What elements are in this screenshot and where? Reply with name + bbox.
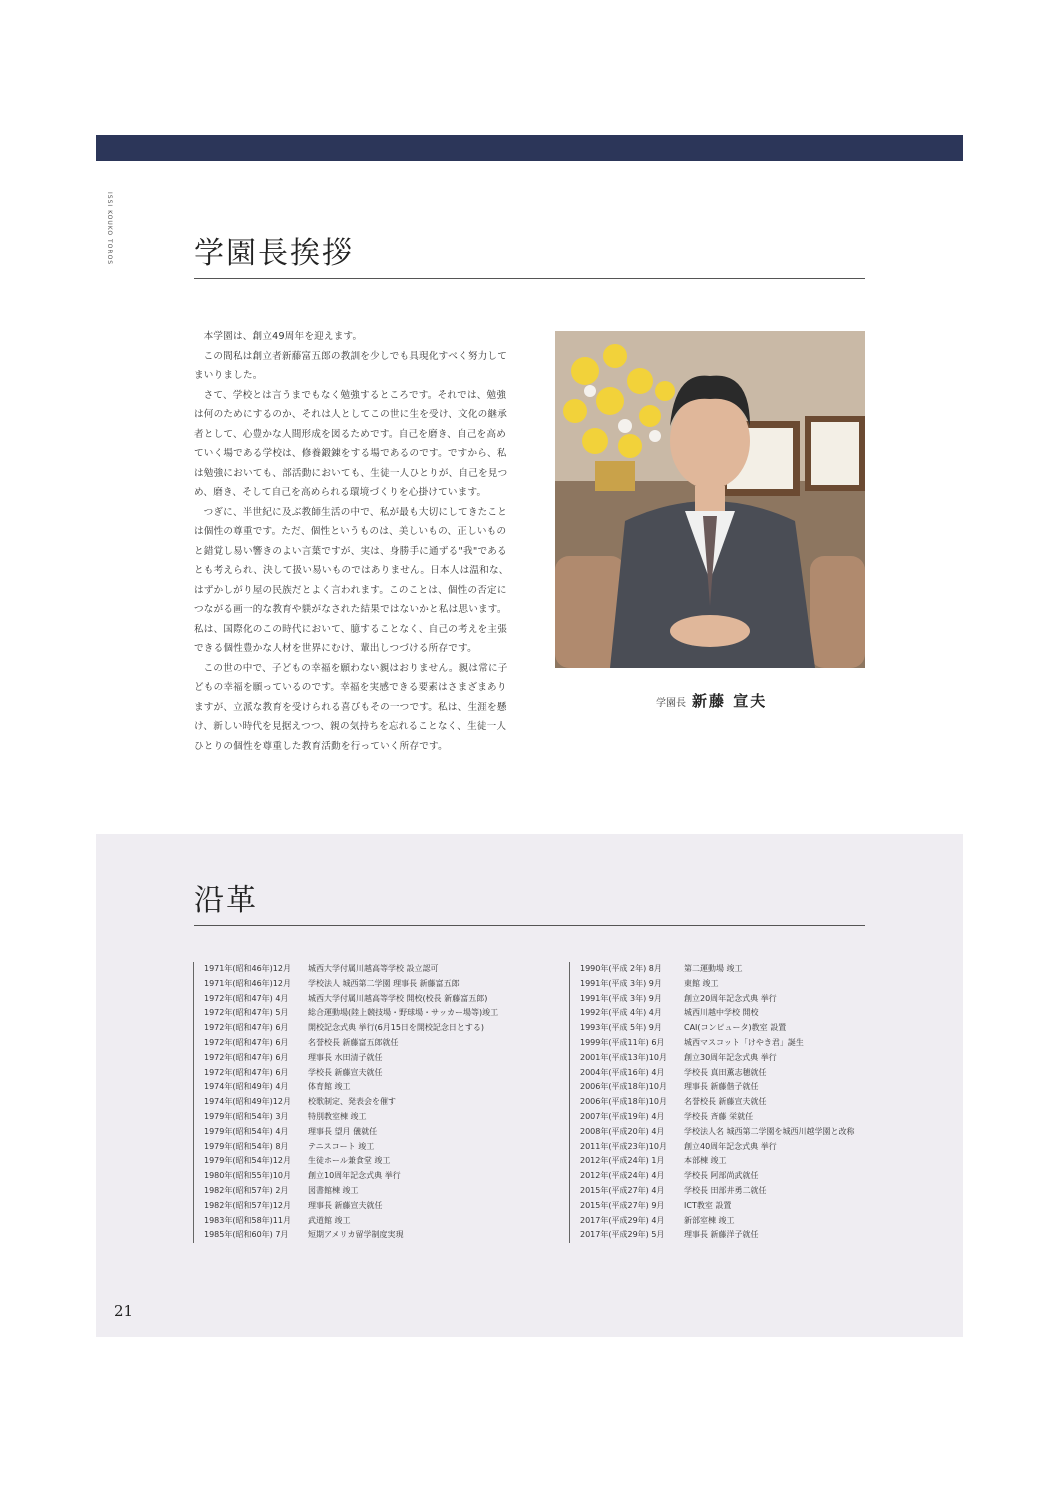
page-number: 21 xyxy=(114,1302,134,1320)
history-event: 学校長 新藤宣夫就任 xyxy=(308,1067,383,1077)
history-row xyxy=(204,1140,498,1155)
greeting-title-rule xyxy=(194,278,865,279)
history-row xyxy=(204,1036,498,1051)
principal-photo xyxy=(555,331,865,668)
history-date: 1971年(昭和46年)12月 xyxy=(204,964,291,973)
history-row xyxy=(580,1140,855,1155)
history-event: CAI(コンピュータ)教室 設置 xyxy=(684,1023,787,1033)
history-date: 2012年(平成24年) 1月 xyxy=(580,1156,665,1166)
history-event: 創立30周年記念式典 挙行 xyxy=(684,1052,777,1062)
history-event: 新部室棟 竣工 xyxy=(684,1215,735,1225)
history-event: 理事長 新藤宣夫就任 xyxy=(308,1200,383,1210)
caption-name: 新藤 宣夫 xyxy=(692,692,768,710)
history-date: 2015年(平成27年) 9月 xyxy=(580,1200,665,1210)
history-event: 東館 竣工 xyxy=(684,978,719,988)
history-row xyxy=(580,1125,855,1140)
history-date: 1990年(平成 2年) 8月 xyxy=(580,964,662,973)
greeting-paragraph: この世の中で、子どもの幸福を願わない親はおりません。親は常に子どもの幸福を願っているのです。幸福を実感できる要素はさまざまありますが、立派な教育を受けられる喜びもその一つです。私は、生涯を懸け、新しい時代を見据えつつ、親の気持ちを忘れることなく、生徒一人ひとりの個性を尊重した教育活動を行っていく所存です。 xyxy=(194,662,508,752)
history-date: 2017年(平成29年) 4月 xyxy=(580,1215,665,1225)
history-date: 1992年(平成 4年) 4月 xyxy=(580,1008,662,1018)
history-row xyxy=(204,1184,498,1199)
history-event: 創立10周年記念式典 挙行 xyxy=(308,1171,401,1181)
history-event: 創立20周年記念式典 挙行 xyxy=(684,993,777,1003)
history-date: 2008年(平成20年) 4月 xyxy=(580,1126,665,1136)
history-date: 1972年(昭和47年) 6月 xyxy=(204,1067,289,1077)
history-date: 2011年(平成23年)10月 xyxy=(580,1141,667,1151)
history-event: 武道館 竣工 xyxy=(308,1215,351,1225)
history-event: 理事長 望月 儀就任 xyxy=(308,1126,378,1136)
history-row xyxy=(204,1051,498,1066)
history-event: 学校長 阿部尚武就任 xyxy=(684,1171,759,1181)
history-row xyxy=(580,1154,855,1169)
history-row xyxy=(204,1021,498,1036)
history-title: 沿革 xyxy=(194,883,258,918)
greeting-body xyxy=(194,327,514,756)
history-event: 理事長 新藤洋子就任 xyxy=(684,1230,759,1240)
history-event: 名誉校長 新藤宣夫就任 xyxy=(684,1097,767,1107)
history-row xyxy=(204,977,498,992)
history-event: 第二運動場 竣工 xyxy=(684,964,743,973)
history-date: 1974年(昭和49年)12月 xyxy=(204,1097,291,1107)
history-date: 1979年(昭和54年) 3月 xyxy=(204,1111,289,1121)
history-date: 1979年(昭和54年) 4月 xyxy=(204,1126,289,1136)
history-row xyxy=(204,1214,498,1229)
history-event: 学校法人 城西第二学園 理事長 新藤富五郎 xyxy=(308,978,460,988)
history-event: 学校長 田部井勇二就任 xyxy=(684,1185,767,1195)
history-row xyxy=(580,992,855,1007)
history-row xyxy=(204,992,498,1007)
history-event: 名誉校長 新藤富五郎就任 xyxy=(308,1037,399,1047)
history-title-rule xyxy=(194,925,865,926)
greeting-paragraph: 本学園は、創立49周年を迎えます。 xyxy=(203,331,363,342)
history-date: 1972年(昭和47年) 5月 xyxy=(204,1008,289,1018)
history-date: 1972年(昭和47年) 6月 xyxy=(204,1023,289,1033)
history-row xyxy=(204,1066,498,1081)
history-date: 2006年(平成18年)10月 xyxy=(580,1082,667,1092)
history-row xyxy=(580,1051,855,1066)
history-date: 1993年(平成 5年) 9月 xyxy=(580,1023,662,1033)
history-event: テニスコート 竣工 xyxy=(308,1141,375,1151)
history-date: 2017年(平成29年) 5月 xyxy=(580,1230,665,1240)
history-event: 創立40周年記念式典 挙行 xyxy=(684,1141,777,1151)
history-event: 城西マスコット「けやき君」誕生 xyxy=(684,1037,804,1047)
history-event: 総合運動場(陸上競技場・野球場・サッカー場等)竣工 xyxy=(308,1008,499,1018)
history-row xyxy=(580,1169,855,1184)
principal-photo-illustration xyxy=(555,331,865,668)
history-row xyxy=(204,1110,498,1125)
history-date: 2006年(平成18年)10月 xyxy=(580,1097,667,1107)
history-date: 1974年(昭和49年) 4月 xyxy=(204,1082,289,1092)
greeting-paragraph: さて、学校とは言うまでもなく勉強するところです。それでは、勉強は何のためにするのか、それは人としてこの世に生を受け、文化の継承者として、心豊かな人間形成を図るためです。自己を磨き、自己を高めていく場である学校は、修養鍛錬をする場であるのです。ですから、私は勉強においても、部活動においても、生徒一人ひとりが、自己を見つめ、磨き、そして自己を高められる環境づくりを心掛けています。 xyxy=(194,389,508,498)
history-date: 1979年(昭和54年)12月 xyxy=(204,1156,291,1166)
history-row xyxy=(580,1036,855,1051)
history-row xyxy=(580,1184,855,1199)
history-list-right xyxy=(569,962,855,1243)
history-event: 特別教室棟 竣工 xyxy=(308,1111,367,1121)
history-date: 1971年(昭和46年)12月 xyxy=(204,978,291,988)
history-row xyxy=(580,1199,855,1214)
history-date: 1972年(昭和47年) 6月 xyxy=(204,1052,289,1062)
greeting-paragraph: この間私は創立者新藤富五郎の教訓を少しでも具現化すべく努力してまいりました。 xyxy=(194,350,508,381)
history-row xyxy=(580,1228,855,1243)
history-row xyxy=(580,1066,855,1081)
history-row xyxy=(580,1080,855,1095)
history-date: 1991年(平成 3年) 9月 xyxy=(580,978,662,988)
history-row xyxy=(204,1199,498,1214)
history-date: 2001年(平成13年)10月 xyxy=(580,1052,667,1062)
history-event: 短期アメリカ留学制度実現 xyxy=(308,1230,404,1240)
header-band xyxy=(96,135,963,161)
history-event: 開校記念式典 挙行(6月15日を開校記念日とする) xyxy=(308,1023,485,1033)
history-date: 2004年(平成16年) 4月 xyxy=(580,1067,665,1077)
history-event: 体育館 竣工 xyxy=(308,1082,351,1092)
history-date: 2012年(平成24年) 4月 xyxy=(580,1171,665,1181)
history-event: 城西大学付属川越高等学校 開校(校長 新藤富五郎) xyxy=(308,993,488,1003)
history-row xyxy=(204,1125,498,1140)
history-date: 1983年(昭和58年)11月 xyxy=(204,1215,291,1225)
history-date: 2015年(平成27年) 4月 xyxy=(580,1185,665,1195)
history-row xyxy=(204,1095,498,1110)
history-row xyxy=(580,962,855,977)
history-date: 1980年(昭和55年)10月 xyxy=(204,1171,291,1181)
photo-caption xyxy=(656,690,767,711)
history-row xyxy=(204,1228,498,1243)
history-date: 1982年(昭和57年)12月 xyxy=(204,1200,291,1210)
history-row xyxy=(580,1021,855,1036)
history-event: 学校長 斉藤 栄就任 xyxy=(684,1111,754,1121)
caption-role: 学園長 xyxy=(656,698,686,709)
greeting-title: 学園長挨拶 xyxy=(194,236,354,271)
side-label: ISSI KOUKO TOROS xyxy=(106,192,113,266)
history-event: 理事長 水田清子就任 xyxy=(308,1052,383,1062)
history-row xyxy=(204,1006,498,1021)
history-date: 1982年(昭和57年) 2月 xyxy=(204,1185,289,1195)
history-event: 学校法人名 城西第二学園を城西川越学園と改称 xyxy=(684,1126,855,1136)
history-event: 本部棟 竣工 xyxy=(684,1156,727,1166)
history-event: 城西大学付属川越高等学校 設立認可 xyxy=(308,964,439,973)
history-event: 生徒ホール兼食堂 竣工 xyxy=(308,1156,391,1166)
history-row xyxy=(204,1080,498,1095)
history-list-left xyxy=(193,962,498,1243)
history-event: ICT教室 設置 xyxy=(684,1200,732,1210)
greeting-paragraph: つぎに、半世紀に及ぶ教師生活の中で、私が最も大切にしてきたことは個性の尊重です。ただ、個性というものは、美しいもの、正しいものと錯覚し易い響きのよい言葉ですが、実は、身勝手に通ずる"我"であるとも考えられ、決して扱い易いものではありません。日本人は温和な、はずかしがり屋の民族だとよく言われます。このことは、個性の否定につながる画一的な教育や躾がなされた結果ではないかと私は思います。私は、国際化のこの時代において、臆することなく、自己の考えを主張できる個性豊かな人材を世界にむけ、輩出しつづける所存です。 xyxy=(194,506,509,654)
history-row xyxy=(204,962,498,977)
history-date: 2007年(平成19年) 4月 xyxy=(580,1111,665,1121)
history-row xyxy=(204,1169,498,1184)
history-event: 理事長 新藤偕子就任 xyxy=(684,1082,759,1092)
history-date: 1972年(昭和47年) 4月 xyxy=(204,993,289,1003)
history-date: 1999年(平成11年) 6月 xyxy=(580,1037,665,1047)
history-row xyxy=(580,1110,855,1125)
history-date: 1991年(平成 3年) 9月 xyxy=(580,993,662,1003)
history-row xyxy=(580,1095,855,1110)
history-event: 城西川越中学校 開校 xyxy=(684,1008,759,1018)
history-row xyxy=(580,1214,855,1229)
history-date: 1979年(昭和54年) 8月 xyxy=(204,1141,289,1151)
history-date: 1972年(昭和47年) 6月 xyxy=(204,1037,289,1047)
history-row xyxy=(204,1154,498,1169)
history-event: 校歌制定、発表会を催す xyxy=(308,1097,396,1107)
history-row xyxy=(580,1006,855,1021)
history-event: 図書館棟 竣工 xyxy=(308,1185,359,1195)
history-row xyxy=(580,977,855,992)
history-event: 学校長 真田薫志穂就任 xyxy=(684,1067,767,1077)
history-date: 1985年(昭和60年) 7月 xyxy=(204,1230,289,1240)
